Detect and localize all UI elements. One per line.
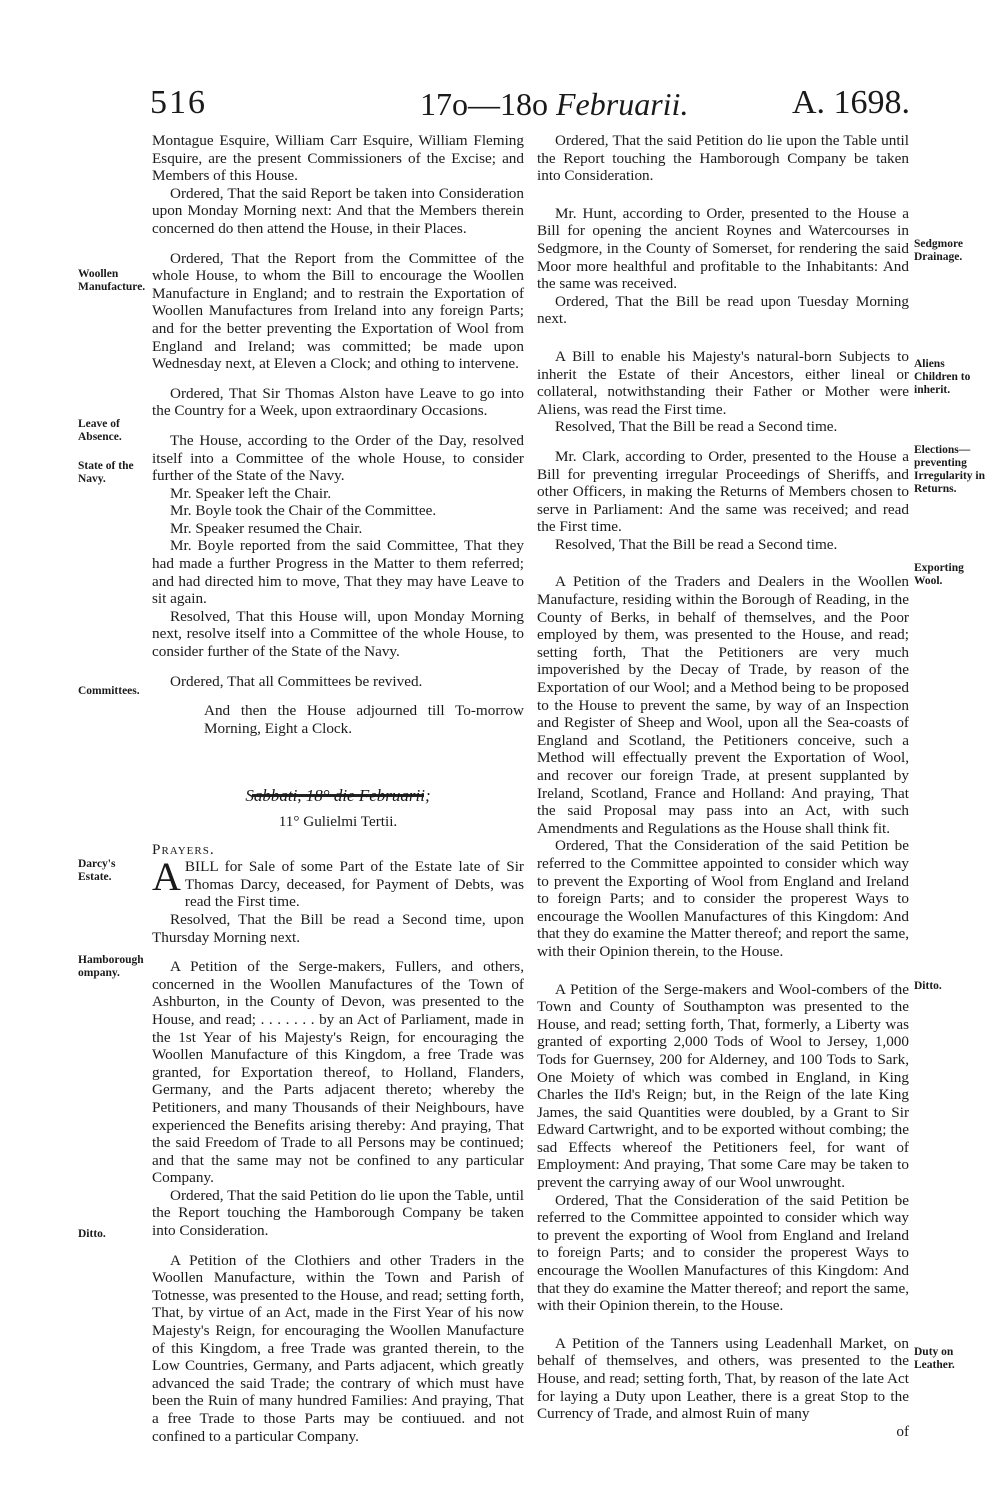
paragraph: Resolved, That the Bill be read a Second time. (555, 418, 838, 436)
margin-note-elections: Elections—preventing Irregularity in Returns. (914, 444, 986, 495)
paragraph: Montague Esquire, William Carr Esquire, William Fleming Esquire, are the present Commissioners of the Excise; and Members of this House. (152, 132, 524, 185)
adjournment: And then the House adjourned till To-morrow Morning, Eight a Clock. (204, 702, 524, 737)
right-column (537, 132, 909, 1440)
paragraph: A Petition of the Traders and Dealers in the Woollen Manufacture, residing within the Borough of Reading, in the County of Berks, in behalf of themselves, and the Poor employed by them, was presented to the House, and read; setting forth, That the Petitioners are very much impoverished by the Decay of Trade, by reason of the Exportation of our Wool; and a Method being to be proposed to the House to prevent the same, by way of an Inspection and Register of Sheep and Wool, upon all the Sea-coasts of England and Scotland, the Petitioners conceive, such a Method will effectually prevent the Exportation of Wool, and recover our foreign Trade, at present supplanted by Ireland, Scotland, France and Holland: And praying, That the said Proposal may pass into an Act, with such Amendments and Regulations as the House shall think fit. (537, 573, 909, 837)
date-range: 17o—18o (420, 86, 548, 122)
paragraph: Mr. Speaker resumed the Chair. (170, 519, 363, 537)
margin-note-leave: Leave of Absence. (78, 418, 122, 443)
paragraph: Ordered, That the said Petition do lie upon the Table, until the Report touching the Hamborough Company be taken into Consideration. (152, 1186, 524, 1240)
paragraph: Resolved, That the Bill be read a Second time, upon Thursday Morning next. (152, 910, 524, 946)
margin-note-aliens: Aliens Children to inherit. (914, 358, 971, 396)
margin-note-woollen: Woollen Manufacture. (78, 268, 146, 293)
margin-note-sedgmore: Sedgmore Drainage. (914, 238, 963, 263)
paragraph: A Petition of the Tanners using Leadenhall Market, on behalf of themselves, and others, was presented to the House, and read; setting forth, That, by reason of the late Act for laying a Duty upon Leather, there is a great Stop to the Currency of Trade, and almost Ruin of many (537, 1334, 909, 1423)
section-heading: Sabbati, 18° die Februarii; (245, 786, 431, 806)
margin-note-duty: Duty on Leather. (914, 1346, 955, 1371)
margin-note-ditto: Ditto. (78, 1228, 106, 1240)
paragraph: Mr. Speaker left the Chair. (170, 484, 332, 502)
paragraph: Ordered, That the Bill be read upon Tuesday Morning next. (537, 292, 909, 328)
paragraph: Ordered, That Sir Thomas Alston have Leave to go into the Country for a Week, upon extraordinary Occasions. (152, 384, 524, 420)
paragraph: Resolved, That the Bill be read a Second time. (555, 535, 838, 553)
page-number: 516 (150, 84, 207, 121)
left-column (152, 132, 524, 1445)
section-subheading: 11° Gulielmi Tertii. (278, 813, 398, 830)
paragraph: A Petition of the Clothiers and other Traders in the Woollen Manufacture, within the Town and Parish of Totnesse, was presented to the House, and read; setting forth, That, by virtue of an Act, made in the First Year of his now Majesty's Reign, for encouraging the Woollen Manufacture of this Kingdom, a free Trade was granted therein, to the Low Countries, Germany, and Parts adjacent, which greatly advanced the said Trade; the contrary of which must have been the Ruin of many hundred Families: And praying, That a free Trade to those Parts may be contiuued. and not confined to a particular Company. (152, 1251, 524, 1445)
margin-note-darcy: Darcy's Estate. (78, 858, 116, 883)
page-header (150, 84, 910, 128)
header-year: A. 1698. (791, 84, 910, 121)
margin-note-hamborough: Hamborough ompany. (78, 954, 144, 979)
paragraph: A Bill to enable his Majesty's natural-born Subjects to inherit the Estate of their Ancestors, either lineal or collateral, notwithstanding their Father or Mother were Aliens, was read the First time. (537, 347, 909, 418)
margin-note-navy: State of the Navy. (78, 460, 134, 485)
paragraph: Mr. Boyle took the Chair of the Committee. (170, 502, 437, 520)
paragraph: Ordered, That all Committees be revived. (170, 672, 423, 690)
catchword: of (896, 1422, 909, 1440)
paragraph: Ordered, That the Consideration of the said Petition be referred to the Committee appointed to consider which way to prevent the exporting of Wool from England and Ireland to foreign Parts; and to consider the properest Ways to encourage the Woollen Manufactures of this Kingdom: And that they do examine the Matter thereof; and report the same, with their Opinion therein, to the House. (537, 1191, 909, 1315)
paragraph: The House, according to the Order of the Day, resolved itself into a Committee of the whole House, to consider further of the State of the Navy. (152, 431, 524, 485)
paragraph: Ordered, That the Report from the Committee of the whole House, to whom the Bill to encourage the Woollen Manufacture in England; and to restrain the Exportation of Woollen Manufactures from Ireland into any foreign Parts; and for the better preventing the Exportation of Wool from England and Ireland; was committed; be made upon Wednesday next, at Eleven a Clock; and othing to intervene. (152, 249, 524, 373)
paragraph (152, 854, 524, 911)
month: Februarii. (556, 86, 689, 122)
paragraph-text: BILL for Sale of some Part of the Estate late of Sir Thomas Darcy, deceased, for Payment of Debts, was read the First time. (184, 858, 524, 911)
prayers-heading: Prayers. (152, 840, 215, 858)
paragraph: Ordered, That the said Report be taken into Consideration upon Monday Morning next: And that the Members therein concerned do then attend the House, in their Places. (152, 184, 524, 237)
paragraph: Ordered, That the Consideration of the said Petition be referred to the Committee appointed to consider which way to prevent the Exporting of Wool from England and Ireland to foreign Parts; and to consider the properest Ways to encourage the Woollen Manufactures of this Kingdom: And that they do examine the Matter thereof; and report the same, with their Opinion therein, to the House. (537, 837, 909, 960)
paragraph: Mr. Boyle reported from the said Committee, That they had made a further Progress in the Matter to them referred; and had directed him to move, That they may have Leave to sit again. (152, 537, 524, 608)
margin-note-ditto-right: Ditto. (914, 980, 942, 992)
header-date (420, 86, 688, 123)
paragraph: Resolved, That this House will, upon Monday Morning next, resolve itself into a Committee of the whole House, to consider further of the State of the Navy. (152, 607, 524, 661)
margin-note-committees: Committees. (78, 685, 140, 697)
paragraph: A Petition of the Serge-makers and Wool-combers of the Town and County of Southampton was presented to the House, and read; setting forth, That, formerly, a Liberty was granted of exporting 2,000 Tods of Wool to Jersey, 1,000 Tods for Guernsey, 200 for Alderney, and 100 Tods to Sark, One Moiety of which was combed in England, in King Charles the IId's Reign; but, in the Reign of the late King James, the said Quantities were doubled, by a Grant to Sir Edward Cartwright, and to be exported without combing; the sad Effects whereof the Petitioners feel, for want of Employment: And praying, That some Care may be taken to prevent the carrying away of our Wool unwrought. (537, 980, 909, 1192)
paragraph: Mr. Hunt, according to Order, presented to the House a Bill for opening the ancient Roynes and Watercourses in Sedgmore, in the County of Somerset, for rendering the said Moor more healthful and profitable to the Inhabitants: And the same was received. (537, 204, 909, 293)
paragraph: Mr. Clark, according to Order, presented to the House a Bill for preventing irregular Proceedings of Sheriffs, and other Officers, in making the Returns of Members chosen to serve in Parliament: And the same was received; and read the First time. (537, 447, 909, 536)
margin-note-exporting: Exporting Wool. (914, 562, 964, 587)
paragraph: Ordered, That the said Petition do lie upon the Table until the Report touching the Hamborough Company be taken into Consideration. (537, 132, 909, 185)
paragraph: A Petition of the Serge-makers, Fullers, and others, concerned in the Woollen Manufactures of the Town of Ashburton, in the County of Devon, was presented to the House, and read; . . . . . . . by an Act of Parliament, made in the 1st Year of his Majesty's Reign, for encouraging the Woollen Manufacture of this Kingdom, a free Trade was granted, for Exportation thereof, to Holland, Flanders, Germany, and the Parts adjacent thereto; whereby the Petitioners, and many Thousands of their Neighbours, have experienced the Benefits arising thereby: And praying, That the said Freedom of Trade to all Persons may be continued; and that the same may not be confined to any particular Company. (152, 958, 524, 1187)
drop-cap: A (152, 854, 181, 900)
